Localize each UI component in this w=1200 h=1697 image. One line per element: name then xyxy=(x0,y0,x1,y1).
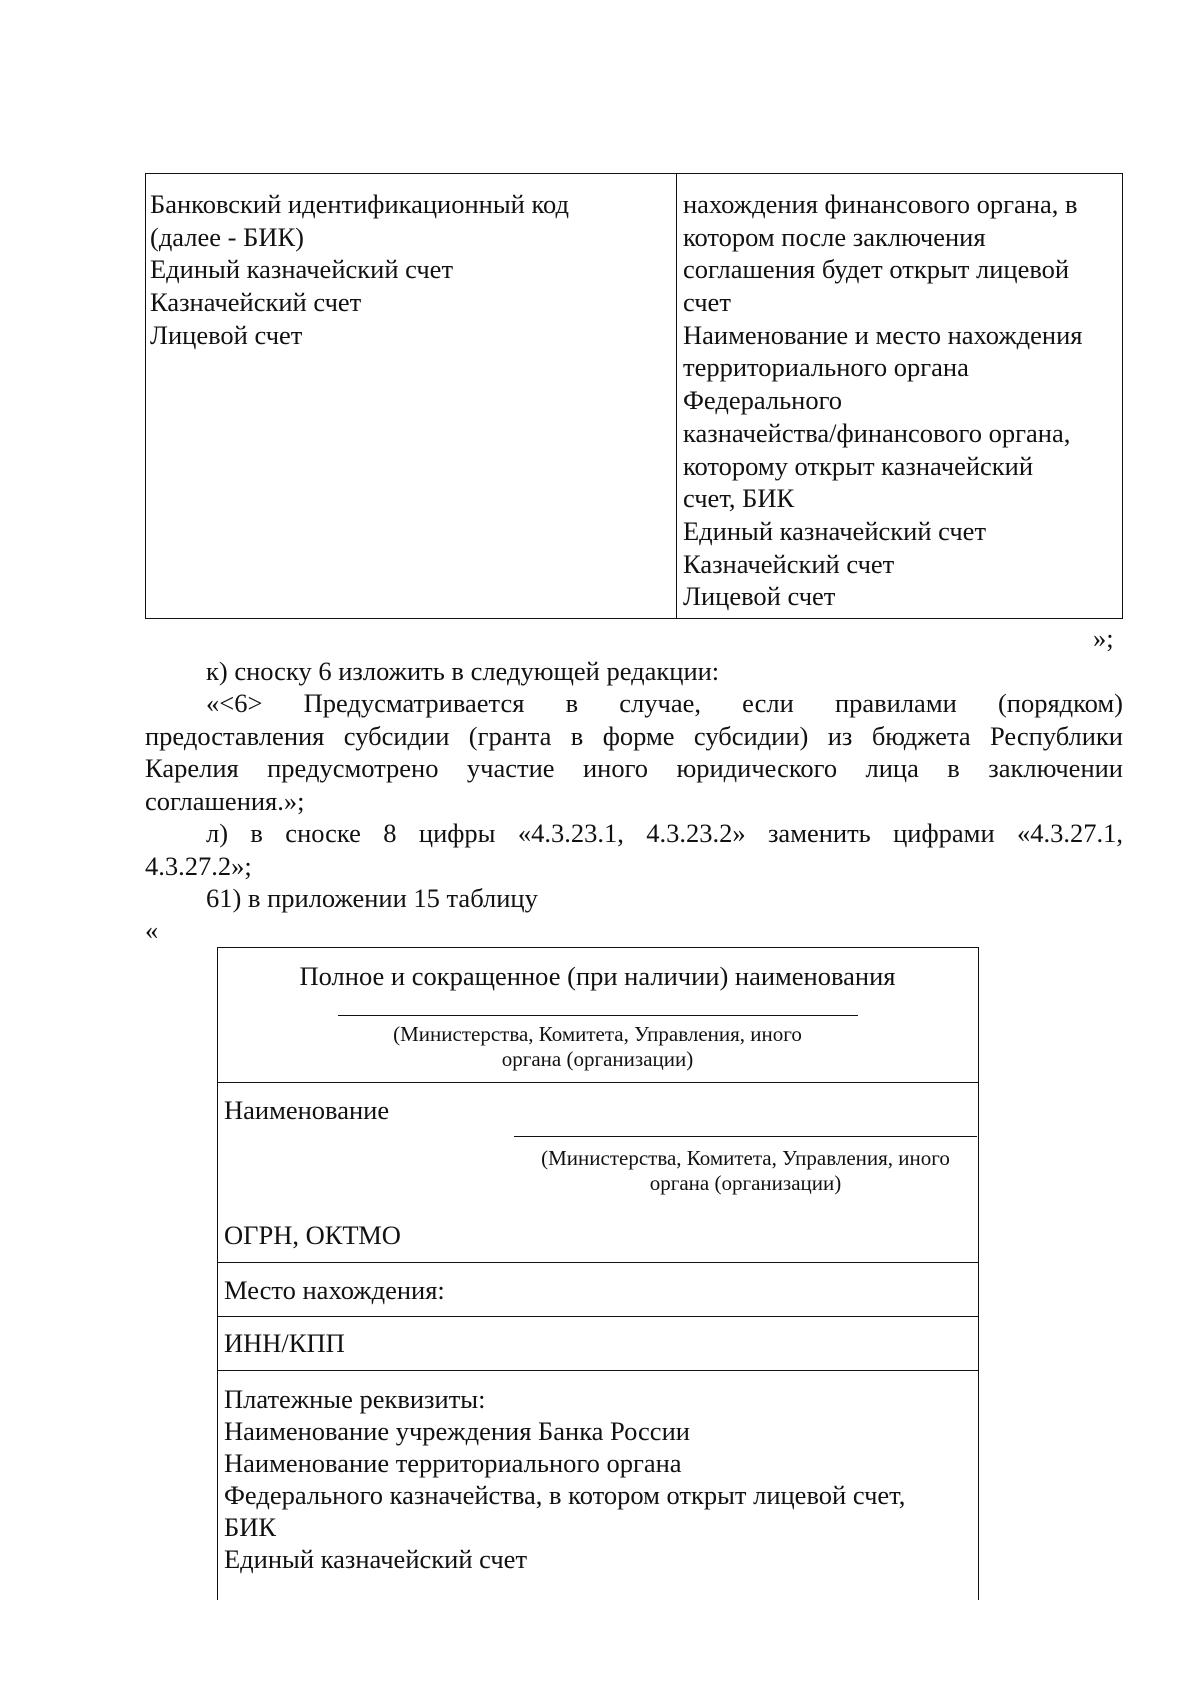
payment-line: Наименование учреждения Банка России xyxy=(224,1416,690,1446)
opening-quote: « xyxy=(145,915,159,945)
table-payment-row xyxy=(218,1371,978,1601)
table-top-right-cell xyxy=(677,174,1122,618)
table-line: нахождения финансового органа, в xyxy=(683,189,1078,219)
payment-line: Наименование территориального органа xyxy=(224,1448,682,1478)
inn-kpp-label: ИНН/КПП xyxy=(224,1328,345,1358)
table-line: счет, БИК xyxy=(683,483,795,514)
table-line: Казначейский счет xyxy=(150,287,362,318)
table-location-row xyxy=(218,1263,978,1317)
payment-line: Единый казначейский счет xyxy=(224,1544,528,1574)
paragraph-item-61: 61) в приложении 15 таблицу xyxy=(206,883,538,913)
table-line: Казначейский счет xyxy=(683,548,895,579)
payment-line: Федерального казначейства, в котором открыт лицевой счет, xyxy=(224,1480,906,1510)
table-line: Единый казначейский счет xyxy=(683,515,987,546)
table-line: которому открыт казначейский xyxy=(683,450,1034,481)
paragraph-item-l: л) в сноске 8 цифры «4.3.23.1, 4.3.23.2» заменить цифрами «4.3.27.1, xyxy=(206,818,1123,848)
header-caption: (Министерства, Комитета, Управления, иного xyxy=(393,1022,802,1046)
table-line: территориального органа xyxy=(683,352,969,383)
location-label: Место нахождения: xyxy=(224,1275,445,1305)
footnote-6-line: предоставления субсидии (гранта в форме субсидии) из бюджета Республики xyxy=(145,721,1123,751)
name-caption: органа (организации) xyxy=(649,1171,842,1195)
payment-line: БИК xyxy=(224,1512,277,1542)
closing-quote: »; xyxy=(1093,623,1114,653)
requisites-table-bottom xyxy=(217,947,979,1600)
signature-underline xyxy=(338,1015,858,1016)
table-line: Лицевой счет xyxy=(683,581,836,612)
footnote-6-line: «<6> Предусматривается в случае, если правилами (порядком) xyxy=(206,688,1123,718)
table-line: Наименование и место нахождения xyxy=(683,319,1083,350)
table-line: Единый казначейский счет xyxy=(150,254,454,285)
table-line: (далее - БИК) xyxy=(150,221,304,252)
paragraph-item-l: 4.3.27.2»; xyxy=(145,851,252,881)
table-name-row xyxy=(218,1083,978,1263)
footnote-6-line: соглашения.»; xyxy=(145,786,305,816)
table-line: соглашения будет открыт лицевой xyxy=(683,254,1070,285)
header-caption: органа (организации) xyxy=(501,1047,694,1071)
table-line: котором после заключения xyxy=(683,221,986,252)
table-header-row xyxy=(218,948,978,1083)
header-title: Полное и сокращенное (при наличии) наименования xyxy=(299,961,896,991)
table-line: Федерального xyxy=(683,385,843,416)
table-line: счет xyxy=(683,287,731,318)
table-top-left-cell xyxy=(146,174,677,618)
name-underline xyxy=(514,1136,977,1137)
payment-line: Платежные реквизиты: xyxy=(224,1384,486,1414)
name-label: Наименование xyxy=(224,1095,390,1125)
table-line: казначейства/финансового органа, xyxy=(683,417,1071,448)
name-caption: (Министерства, Комитета, Управления, иного xyxy=(541,1146,950,1170)
footnote-6-line: Карелия предусмотрено участие иного юридического лица в заключении xyxy=(145,753,1123,783)
requisites-table-top xyxy=(145,173,1123,619)
table-inn-row xyxy=(218,1317,978,1371)
table-line: Лицевой счет xyxy=(150,319,303,350)
ogrn-oktmo-label: ОГРН, ОКТМО xyxy=(224,1220,401,1250)
paragraph-item-k: к) сноску 6 изложить в следующей редакции: xyxy=(206,656,720,686)
table-line: Банковский идентификационный код xyxy=(150,189,569,219)
